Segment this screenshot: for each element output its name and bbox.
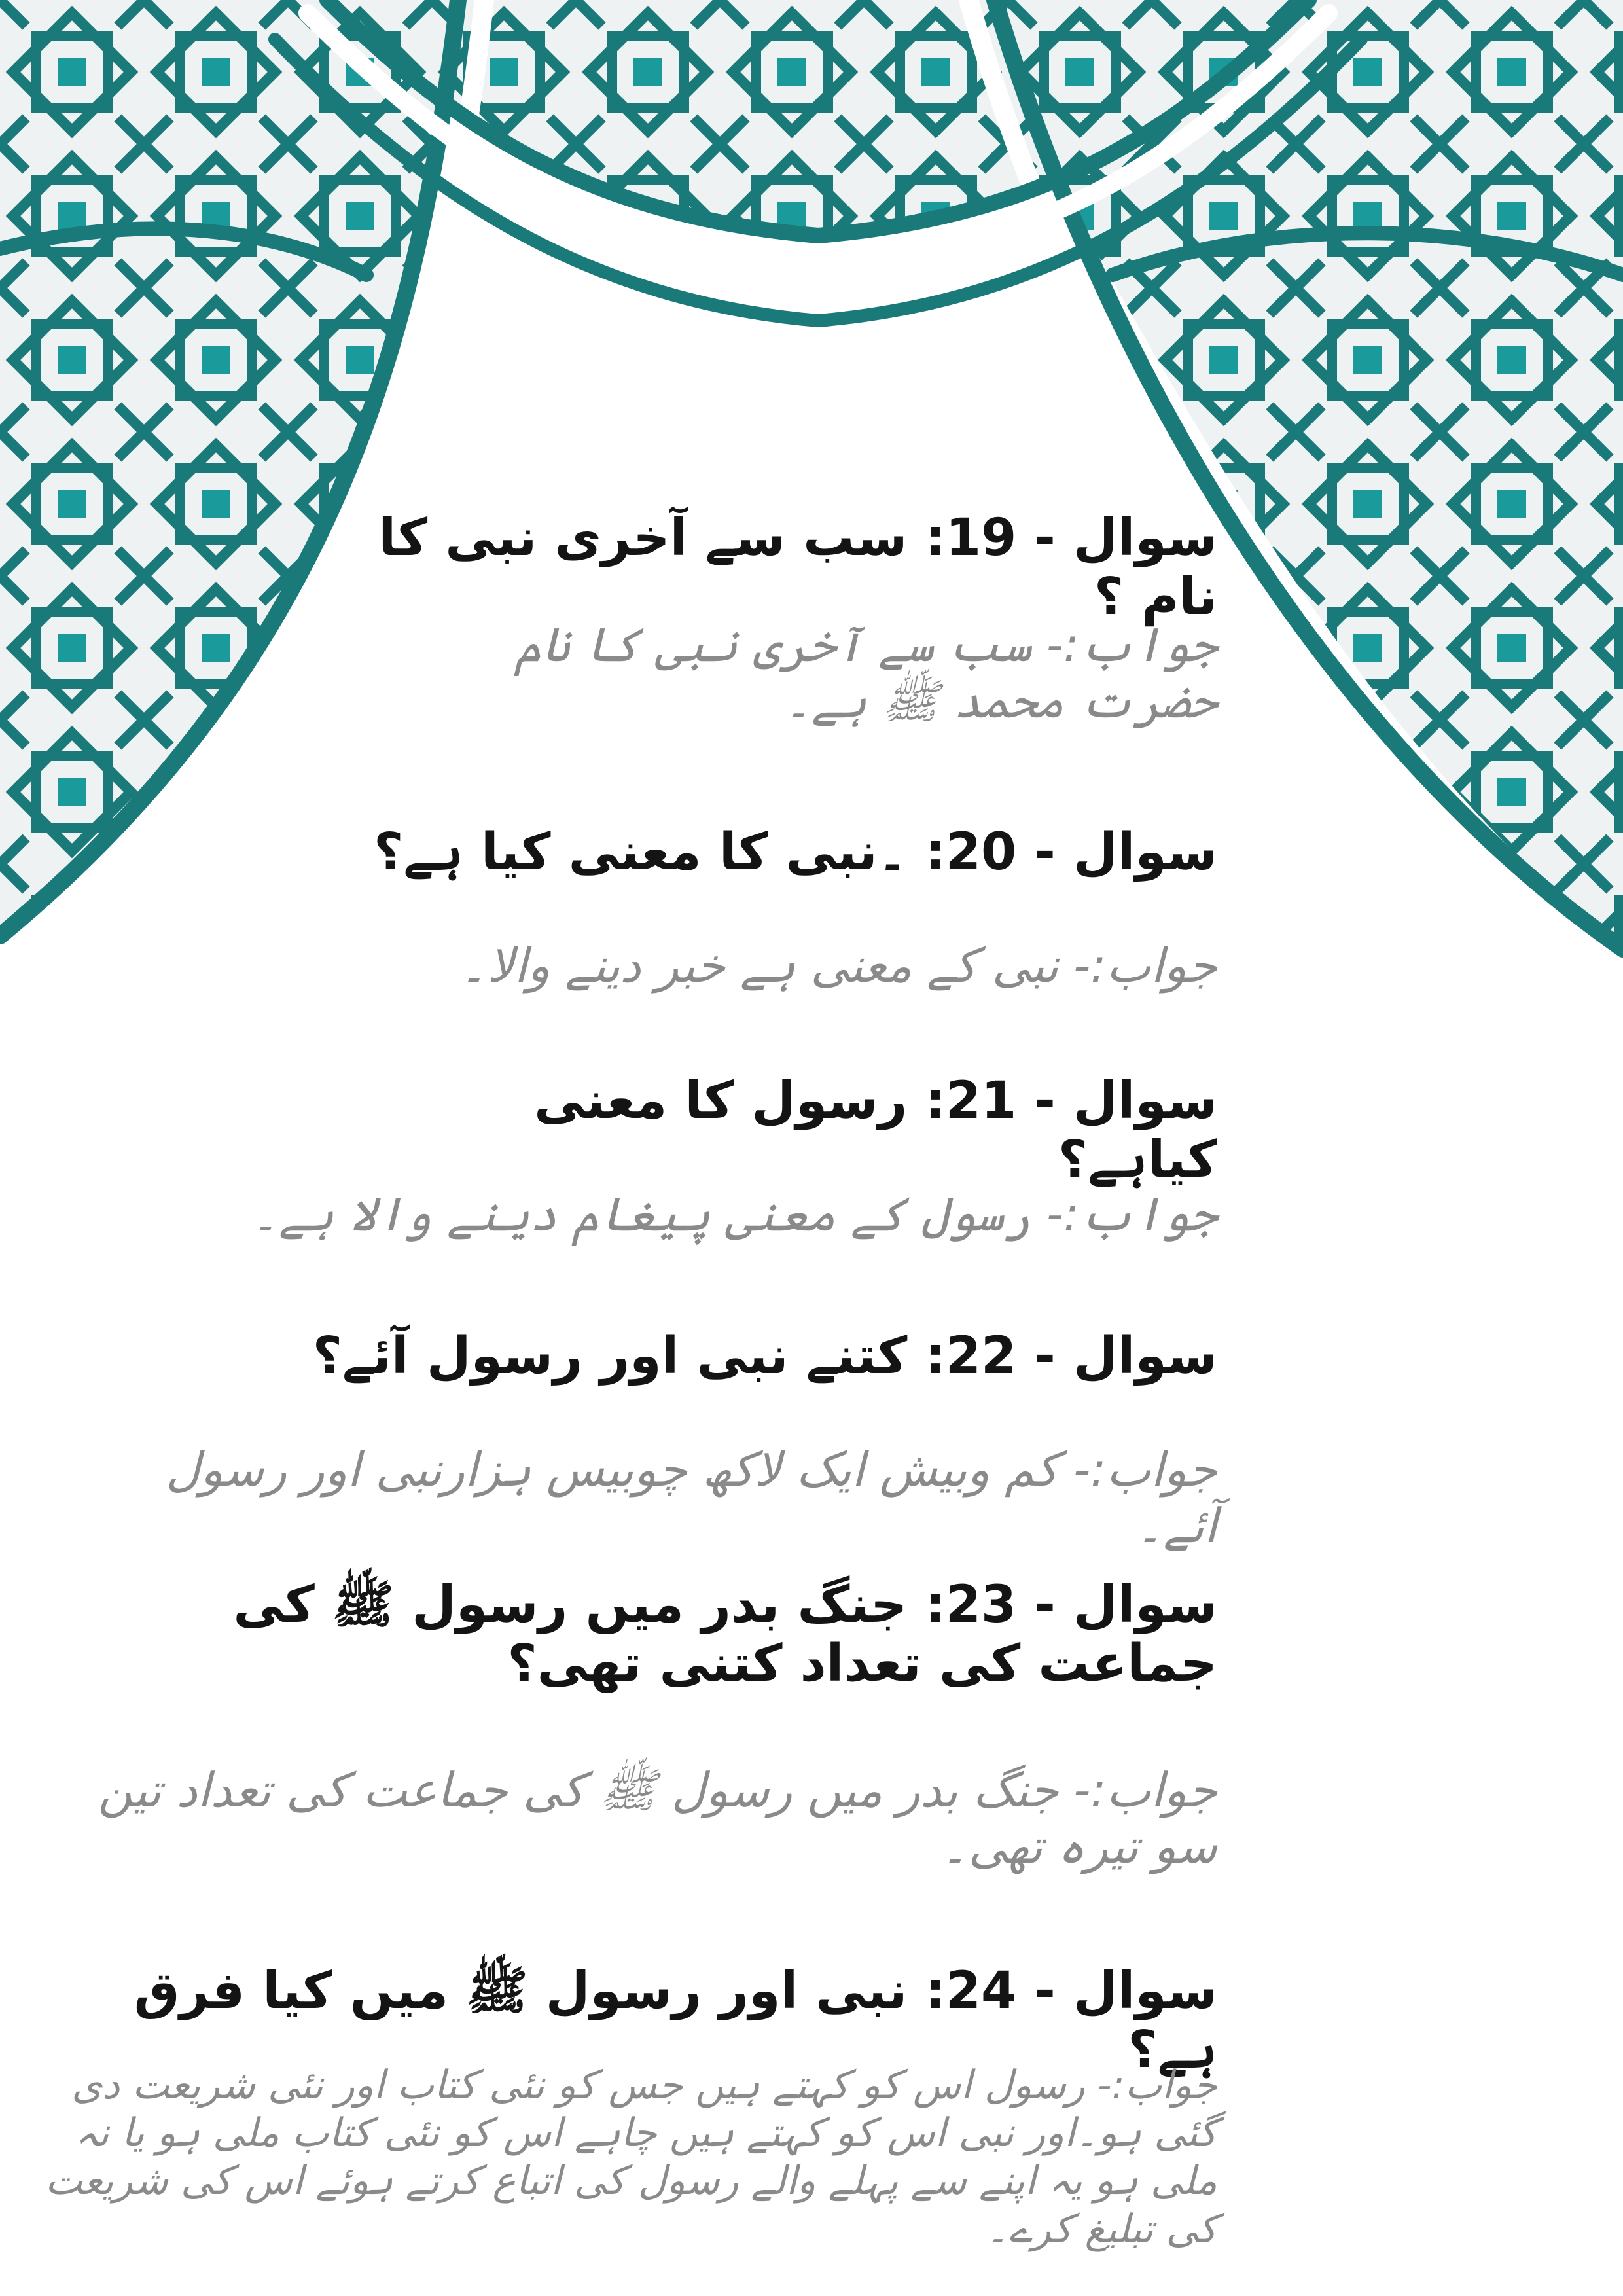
answer-19: جواب:- سب سے آخری نبی کا نام حضرت محمد ﷺ ہے۔ (514, 617, 1217, 729)
answer-block-24 (39, 2022, 1217, 2293)
answer-block-23 (39, 1715, 1217, 1922)
answer-22: جواب:- کم وبیش ایک لاکھ چوبیس ہزارنبی اور رسول آئے۔ (166, 1442, 1217, 1554)
question-23: سوال - 23: جنگ بدر میں رسول ﷺ کی جماعت کی تعداد کتنی تھی؟ (233, 1575, 1217, 1693)
qa-item-23 (39, 1525, 1217, 1744)
answer-20: جواب:- نبی کے معنی ہے خبر دینے والا۔ (459, 938, 1217, 993)
answer-23: جواب:- جنگ بدر میں رسول ﷺ کی جماعت کی تعداد تین سو تیرہ تھی۔ (98, 1763, 1217, 1874)
answer-block-21 (105, 1139, 1217, 1289)
question-21: سوال - 21: رسول کا معنی کیاہے؟ (534, 1071, 1217, 1189)
answer-block-20 (366, 890, 1217, 1041)
question-19: سوال - 19: سب سے آخری نبی کا نام ؟ (378, 509, 1217, 626)
answer-block-19 (366, 569, 1217, 777)
answer-24: جواب:- رسول اس کو کہتے ہیں جس کو نئی کتاب اور نئی شریعت دی گئی ہو۔اور نبی اس کو کہتے ہیں چاہے اس کو نئی کتاب ملی ہو یا نہ ملی ہو یہ اپنے سے پہلے والے رسول کی اتباع کرتے ہوئے اس کی شریعت کی تبلیغ کرے۔ (45, 2062, 1217, 2252)
answer-21: جواب:- رسول کے معنی پیغام دینے والا ہے۔ (251, 1187, 1217, 1242)
question-24: سوال - 24: نبی اور رسول ﷺ میں کیا فرق ہے؟ (134, 1962, 1217, 2079)
question-20: سوال - 20: ۔نبی کا معنی کیا ہے؟ (374, 823, 1217, 882)
question-22: سوال - 22: کتنے نبی اور رسول آئے؟ (312, 1327, 1217, 1386)
